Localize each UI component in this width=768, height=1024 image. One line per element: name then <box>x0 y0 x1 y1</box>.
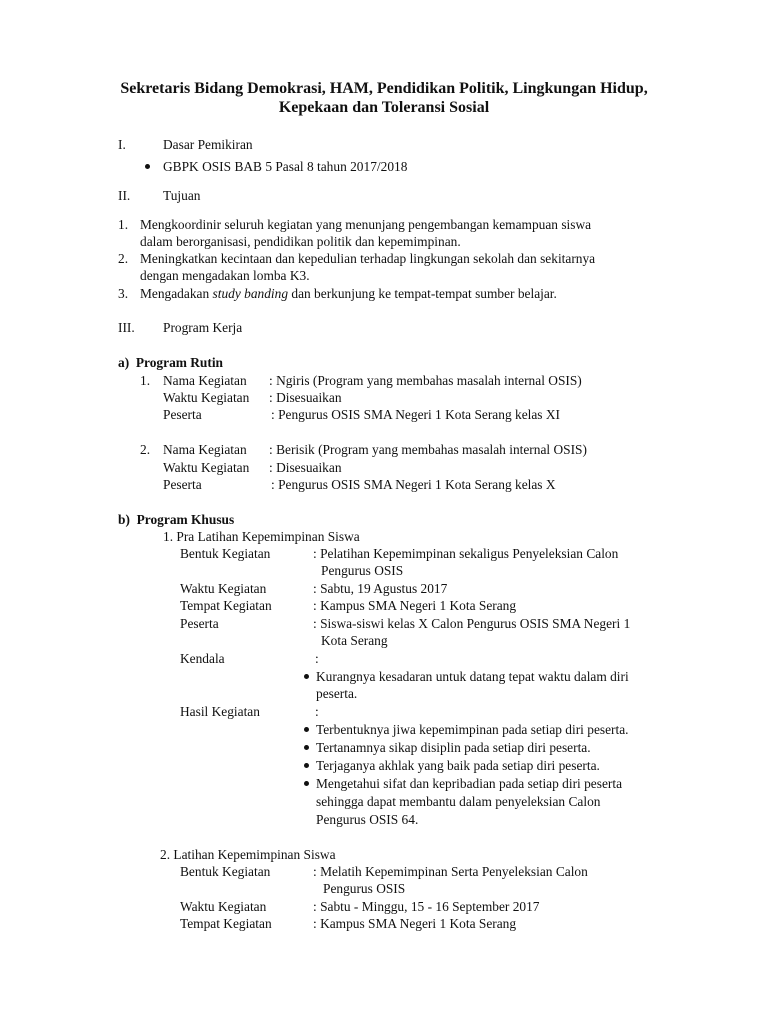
rutin-2-number: 2. <box>140 442 151 457</box>
khusus-1-tempat: : Kampus SMA Negeri 1 Kota Serang <box>313 598 517 613</box>
khusus-2-bentuk-line2: Pengurus OSIS <box>323 881 406 896</box>
rutin-2-time-label: Waktu Kegiatan <box>163 460 250 475</box>
khusus-1-waktu-label: Waktu Kegiatan <box>180 581 267 596</box>
khusus-1-hasil-label: Hasil Kegiatan <box>180 704 260 719</box>
khusus-1-kendala-line1: Kurangnya kesadaran untuk datang tepat waktu dalam diri <box>316 669 629 684</box>
rutin-1-time-label: Waktu Kegiatan <box>163 390 250 405</box>
bullet-icon <box>304 727 309 732</box>
bullet-icon <box>304 781 309 786</box>
goal-2-number: 2. <box>118 251 129 266</box>
goal-1-number: 1. <box>118 217 129 232</box>
khusus-1-peserta-line1: : Siswa-siswi kelas X Calon Pengurus OSIS SMA Negeri 1 <box>313 616 631 631</box>
section-1-heading: Dasar Pemikiran <box>163 137 253 152</box>
goal-3-text <box>140 285 557 302</box>
doc-title-line2: Kepekaan dan Toleransi Sosial <box>278 99 490 116</box>
goal-3-pre: Mengadakan <box>140 286 213 301</box>
khusus-1-hasil-colon: : <box>315 704 319 719</box>
section-3-heading: Program Kerja <box>163 320 243 335</box>
section-1-bullet: GBPK OSIS BAB 5 Pasal 8 tahun 2017/2018 <box>163 159 408 174</box>
khusus-1-peserta-label: Peserta <box>180 616 219 631</box>
khusus-2-bentuk-line1: : Melatih Kepemimpinan Serta Penyeleksian Calon <box>313 864 588 879</box>
goal-2-line2: dengan mengadakan lomba K3. <box>140 268 310 283</box>
khusus-1-peserta-line2: Kota Serang <box>321 633 388 648</box>
section-2-number: II. <box>118 188 131 203</box>
khusus-1-bentuk-label: Bentuk Kegiatan <box>180 546 271 561</box>
khusus-1-bentuk-line1: : Pelatihan Kepemimpinan sekaligus Penyeleksian Calon <box>313 546 619 561</box>
rutin-1-time: : Disesuaikan <box>269 390 342 405</box>
rutin-2-peserta-label: Peserta <box>163 477 202 492</box>
khusus-1-hasil-2: Tertanamnya sikap disiplin pada setiap diri peserta. <box>316 740 591 755</box>
section-2-heading: Tujuan <box>163 188 201 203</box>
khusus-1-hasil-3: Terjaganya akhlak yang baik pada setiap diri peserta. <box>316 758 600 773</box>
khusus-1-bentuk-line2: Pengurus OSIS <box>321 563 404 578</box>
khusus-1-kendala-line2: peserta. <box>316 686 358 701</box>
section-1-number: I. <box>118 137 126 152</box>
bullet-icon <box>304 763 309 768</box>
rutin-1-peserta: : Pengurus OSIS SMA Negeri 1 Kota Serang kelas XI <box>271 407 560 422</box>
khusus-1-hasil-4b: sehingga dapat membantu dalam penyeleksian Calon <box>316 794 601 809</box>
goal-2-line1: Meningkatkan kecintaan dan kepedulian terhadap lingkungan sekolah dan sekitarnya <box>140 251 596 266</box>
khusus-2-tempat-label: Tempat Kegiatan <box>180 916 272 931</box>
bullet-icon <box>304 674 309 679</box>
khusus-2-waktu-label: Waktu Kegiatan <box>180 899 267 914</box>
goal-3-post: dan berkunjung ke tempat-tempat sumber belajar. <box>288 286 557 301</box>
goal-3-number: 3. <box>118 286 129 301</box>
rutin-1-peserta-label: Peserta <box>163 407 202 422</box>
rutin-2-time: : Disesuaikan <box>269 460 342 475</box>
rutin-2-name-label: Nama Kegiatan <box>163 442 247 457</box>
rutin-1-name-label: Nama Kegiatan <box>163 373 247 388</box>
goal-1-line2: dalam berorganisasi, pendidikan politik dan kepemimpinan. <box>140 234 461 249</box>
khusus-2-title: 2. Latihan Kepemimpinan Siswa <box>160 847 336 862</box>
khusus-1-waktu: : Sabtu, 19 Agustus 2017 <box>313 581 448 596</box>
rutin-2-peserta: : Pengurus OSIS SMA Negeri 1 Kota Serang kelas X <box>271 477 556 492</box>
rutin-1-number: 1. <box>140 373 151 388</box>
khusus-1-title: 1. Pra Latihan Kepemimpinan Siswa <box>163 529 360 544</box>
khusus-2-tempat: : Kampus SMA Negeri 1 Kota Serang <box>313 916 517 931</box>
khusus-1-kendala-label: Kendala <box>180 651 225 666</box>
goal-1-line1: Mengkoordinir seluruh kegiatan yang menunjang pengembangan kemampuan siswa <box>140 217 592 232</box>
rutin-1-name: : Ngiris (Program yang membahas masalah internal OSIS) <box>269 373 582 388</box>
khusus-1-hasil-4a: Mengetahui sifat dan kepribadian pada setiap diri peserta <box>316 776 623 791</box>
bullet-icon <box>145 164 150 169</box>
khusus-1-hasil-1: Terbentuknya jiwa kepemimpinan pada setiap diri peserta. <box>316 722 629 737</box>
khusus-2-waktu: : Sabtu - Minggu, 15 - 16 September 2017 <box>313 899 540 914</box>
doc-title-line1: Sekretaris Bidang Demokrasi, HAM, Pendidikan Politik, Lingkungan Hidup, <box>120 80 648 97</box>
khusus-2-bentuk-label: Bentuk Kegiatan <box>180 864 271 879</box>
khusus-1-tempat-label: Tempat Kegiatan <box>180 598 272 613</box>
khusus-1-hasil-4c: Pengurus OSIS 64. <box>316 812 419 827</box>
section-3-number: III. <box>118 320 135 335</box>
goal-3-italic: study banding <box>212 286 289 301</box>
bullet-icon <box>304 745 309 750</box>
rutin-2-name: : Berisik (Program yang membahas masalah internal OSIS) <box>269 442 587 457</box>
program-rutin-heading: a) Program Rutin <box>118 355 224 370</box>
program-khusus-heading: b) Program Khusus <box>118 512 235 527</box>
khusus-1-kendala-colon: : <box>315 651 319 666</box>
